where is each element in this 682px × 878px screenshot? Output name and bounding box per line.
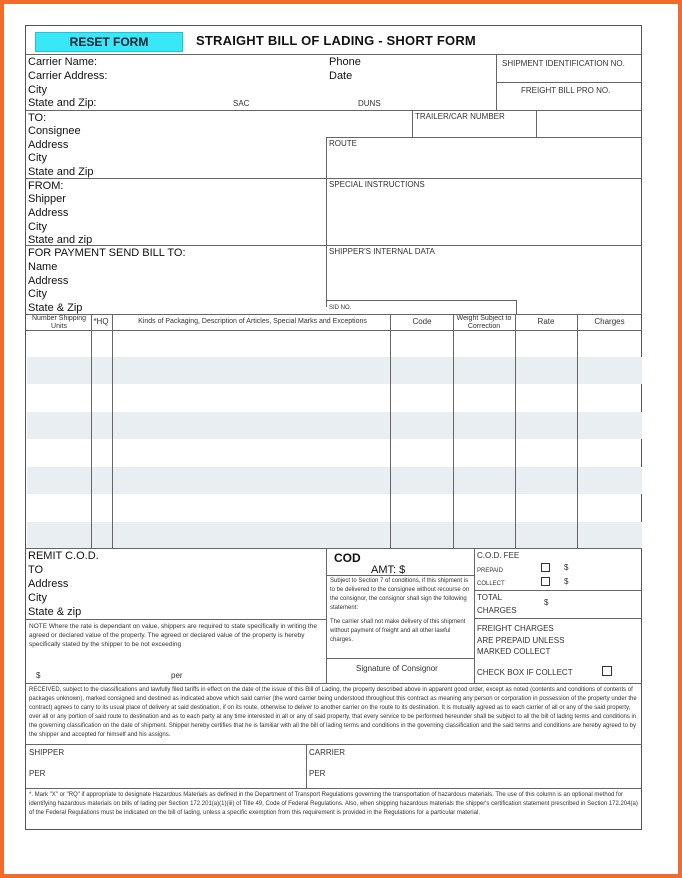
- payment-city-label: City: [28, 288, 47, 300]
- carrier-address-label: Carrier Address:: [28, 70, 108, 82]
- check-collect-label: CHECK BOX IF COLLECT: [477, 668, 573, 677]
- to-address-label: Address: [28, 139, 69, 151]
- to-city-label: City: [28, 152, 47, 164]
- divider: [26, 245, 642, 246]
- divider: [91, 314, 92, 548]
- divider: [26, 788, 642, 789]
- collect-dollar: $: [564, 577, 569, 586]
- freight-charges-line3: MARKED COLLECT: [477, 647, 551, 656]
- divider: [26, 178, 642, 179]
- divider: [26, 54, 642, 55]
- divider: [577, 314, 578, 548]
- from-address-label: Address: [28, 207, 69, 219]
- carrier-city-label: City: [28, 84, 47, 96]
- note-text: NOTE Where the rate is dependant on value, shippers are required to state specifically in writing the agreed or declared value of the property. The agreed or declared value of the property is hereby specifically stated by the shipper to be not exceeding: [29, 623, 317, 648]
- cod-to-label: TO: [28, 564, 44, 576]
- bill-of-lading-form: [25, 25, 642, 830]
- sac-label: SAC: [233, 99, 250, 108]
- cod-state-zip-label: State & zip: [28, 606, 82, 618]
- note-dollar: $: [36, 671, 41, 680]
- sid-label: SID NO.: [329, 305, 352, 311]
- from-heading: FROM:: [28, 180, 64, 192]
- divider: [326, 137, 642, 138]
- payment-address-label: Address: [28, 275, 69, 287]
- shipper-label: Shipper: [28, 193, 66, 205]
- special-instructions-label: SPECIAL INSTRUCTIONS: [329, 180, 425, 189]
- divider: [26, 548, 642, 549]
- cod-amount-label: AMT: $: [371, 564, 406, 576]
- col-header-hq: *HQ: [93, 317, 109, 326]
- received-terms: RECEIVED, subject to the classifications and lawfully filed tariffs in effect on the date of the issue of this Bill of Lading, the property described above in apparent good order, except as noted (contents and conditions of contents of packages unknown), marked consigned and destined as indicated above which said carrier (the word carrier being understood throughout this contract as meaning any person or corporation in possession of the property under the contract) agrees to carry to its usual place of delivery at said destination, if on its route, otherwise to deliver to another carrier on the route to its destination. It is mutually agreed as to each carrier of all or any of the said property, over all or any portion of said route to destination and as to each party at any time interested in all or any of said property, that every service to be performed hereunder shall be subject to all the bill of lading terms and conditions in the governing classification on the date of shipment. Shipper hereby certifies that he is familiar with all the bill of lading terms and conditions in the governing classification and the said terms and conditions are hereby agreed to by the shipper and accepted for himself and his assigns.: [29, 687, 637, 738]
- collect-label: COLLECT: [477, 581, 505, 587]
- divider: [326, 658, 474, 659]
- trailer-label: TRAILER/CAR NUMBER: [415, 112, 505, 121]
- reset-form-button[interactable]: RESET FORM: [35, 32, 183, 52]
- payment-heading: FOR PAYMENT SEND BILL TO:: [28, 247, 186, 259]
- shipper-per-label: PER: [29, 769, 46, 778]
- divider: [26, 744, 642, 745]
- collect-checkbox[interactable]: [541, 577, 550, 586]
- internal-data-label: SHIPPER'S INTERNAL DATA: [329, 247, 435, 256]
- consignee-label: Consignee: [28, 125, 81, 137]
- divider: [326, 300, 516, 301]
- divider: [326, 548, 327, 683]
- remit-cod-label: REMIT C.O.D.: [28, 550, 99, 562]
- freight-bill-label: FREIGHT BILL PRO NO.: [521, 86, 611, 95]
- signature-consignor-label: Signature of Consignor: [356, 664, 438, 673]
- divider: [26, 683, 642, 684]
- shipment-id-label: SHIPMENT IDENTIFICATION NO.: [502, 59, 625, 68]
- form-title: STRAIGHT BILL OF LADING - SHORT FORM: [196, 33, 476, 48]
- divider: [453, 314, 454, 548]
- prepaid-dollar: $: [564, 563, 569, 572]
- divider: [412, 110, 413, 137]
- carrier-name-label: Carrier Name:: [28, 56, 98, 68]
- table-row-stripe: [27, 467, 642, 494]
- divider: [536, 110, 537, 137]
- from-city-label: City: [28, 221, 47, 233]
- carrier-signature-label: CARRIER: [309, 748, 346, 757]
- shipper-signature-label: SHIPPER: [29, 748, 65, 757]
- divider: [516, 300, 517, 314]
- divider: [26, 110, 642, 111]
- divider: [515, 314, 516, 548]
- divider: [390, 314, 391, 548]
- prepaid-checkbox[interactable]: [541, 563, 550, 572]
- total-dollar: $: [544, 598, 549, 607]
- cod-city-label: City: [28, 592, 47, 604]
- divider: [474, 590, 642, 591]
- route-label: ROUTE: [329, 139, 357, 148]
- divider: [26, 314, 642, 315]
- duns-label: DUNS: [358, 99, 381, 108]
- divider: [326, 575, 474, 576]
- cod-fee-label: C.O.D. FEE: [477, 551, 520, 560]
- carrier-per-label: PER: [309, 769, 326, 778]
- freight-charges-line2: ARE PREPAID UNLESS: [477, 636, 565, 645]
- table-row-stripe: [27, 412, 642, 439]
- col-header-description: Kinds of Packaging, Description of Articles, Special Marks and Exceptions: [138, 318, 367, 325]
- col-header-rate: Rate: [537, 317, 555, 326]
- col-header-weight: Weight Subject to Correction: [456, 315, 512, 330]
- total-charges-label: CHARGES: [477, 606, 517, 615]
- col-header-code: Code: [412, 317, 432, 326]
- check-collect-checkbox[interactable]: [602, 666, 612, 676]
- divider: [112, 314, 113, 548]
- date-label: Date: [329, 70, 353, 82]
- payment-name-label: Name: [28, 261, 58, 273]
- cod-address-label: Address: [28, 578, 69, 590]
- divider: [26, 330, 642, 331]
- to-heading: TO:: [28, 112, 47, 124]
- divider: [306, 744, 307, 788]
- col-header-units: Number Shipping Units: [31, 315, 87, 330]
- note-per: per: [171, 671, 183, 680]
- table-row-stripe: [27, 522, 642, 549]
- total-label: TOTAL: [477, 593, 503, 602]
- prepaid-label: PREPAID: [477, 568, 503, 574]
- divider: [474, 618, 642, 619]
- carrier-statement: The carrier shall not make delivery of this shipment without payment of freight and all other lawful charges.: [330, 619, 466, 643]
- carrier-state-zip-label: State and Zip:: [28, 97, 97, 109]
- hazmat-footnote: *. Mark "X" or "RQ" if appropriate to designate Hazardous Materials as defined in the Department of Transport Regulations governing the transportation of hazardous materials. The use of this column is an optional method for identifying hazardous materials on bills of lading per Section 172.201(a)(1)(iii) of Title 49, Code of Federal Regulations. Also, when shipping hazardous materials the shipper's certification statement prescribed in Section 172.204(a) of the Federal Regulations must be indicated on the bill of lading, unless a specific exemption from this requirement is provided in the Regulations for a particular material.: [29, 792, 638, 816]
- freight-charges-line1: FREIGHT CHARGES: [477, 624, 554, 633]
- from-state-zip-label: State and zip: [28, 234, 93, 246]
- cod-heading: COD: [334, 551, 361, 565]
- divider: [496, 82, 642, 83]
- to-state-zip-label: State and Zip: [28, 166, 94, 178]
- table-row-stripe: [27, 357, 642, 384]
- divider: [26, 619, 326, 620]
- phone-label: Phone: [329, 56, 361, 68]
- payment-state-zip-label: State & Zip: [28, 302, 83, 314]
- divider: [474, 548, 475, 683]
- section7-text: Subject to Section 7 of conditions, if this shipment is to be delivered to the consignee without recourse on the consignor, the consignor shall sign the following statement:: [330, 578, 470, 611]
- divider: [326, 137, 327, 307]
- col-header-charges: Charges: [594, 317, 625, 326]
